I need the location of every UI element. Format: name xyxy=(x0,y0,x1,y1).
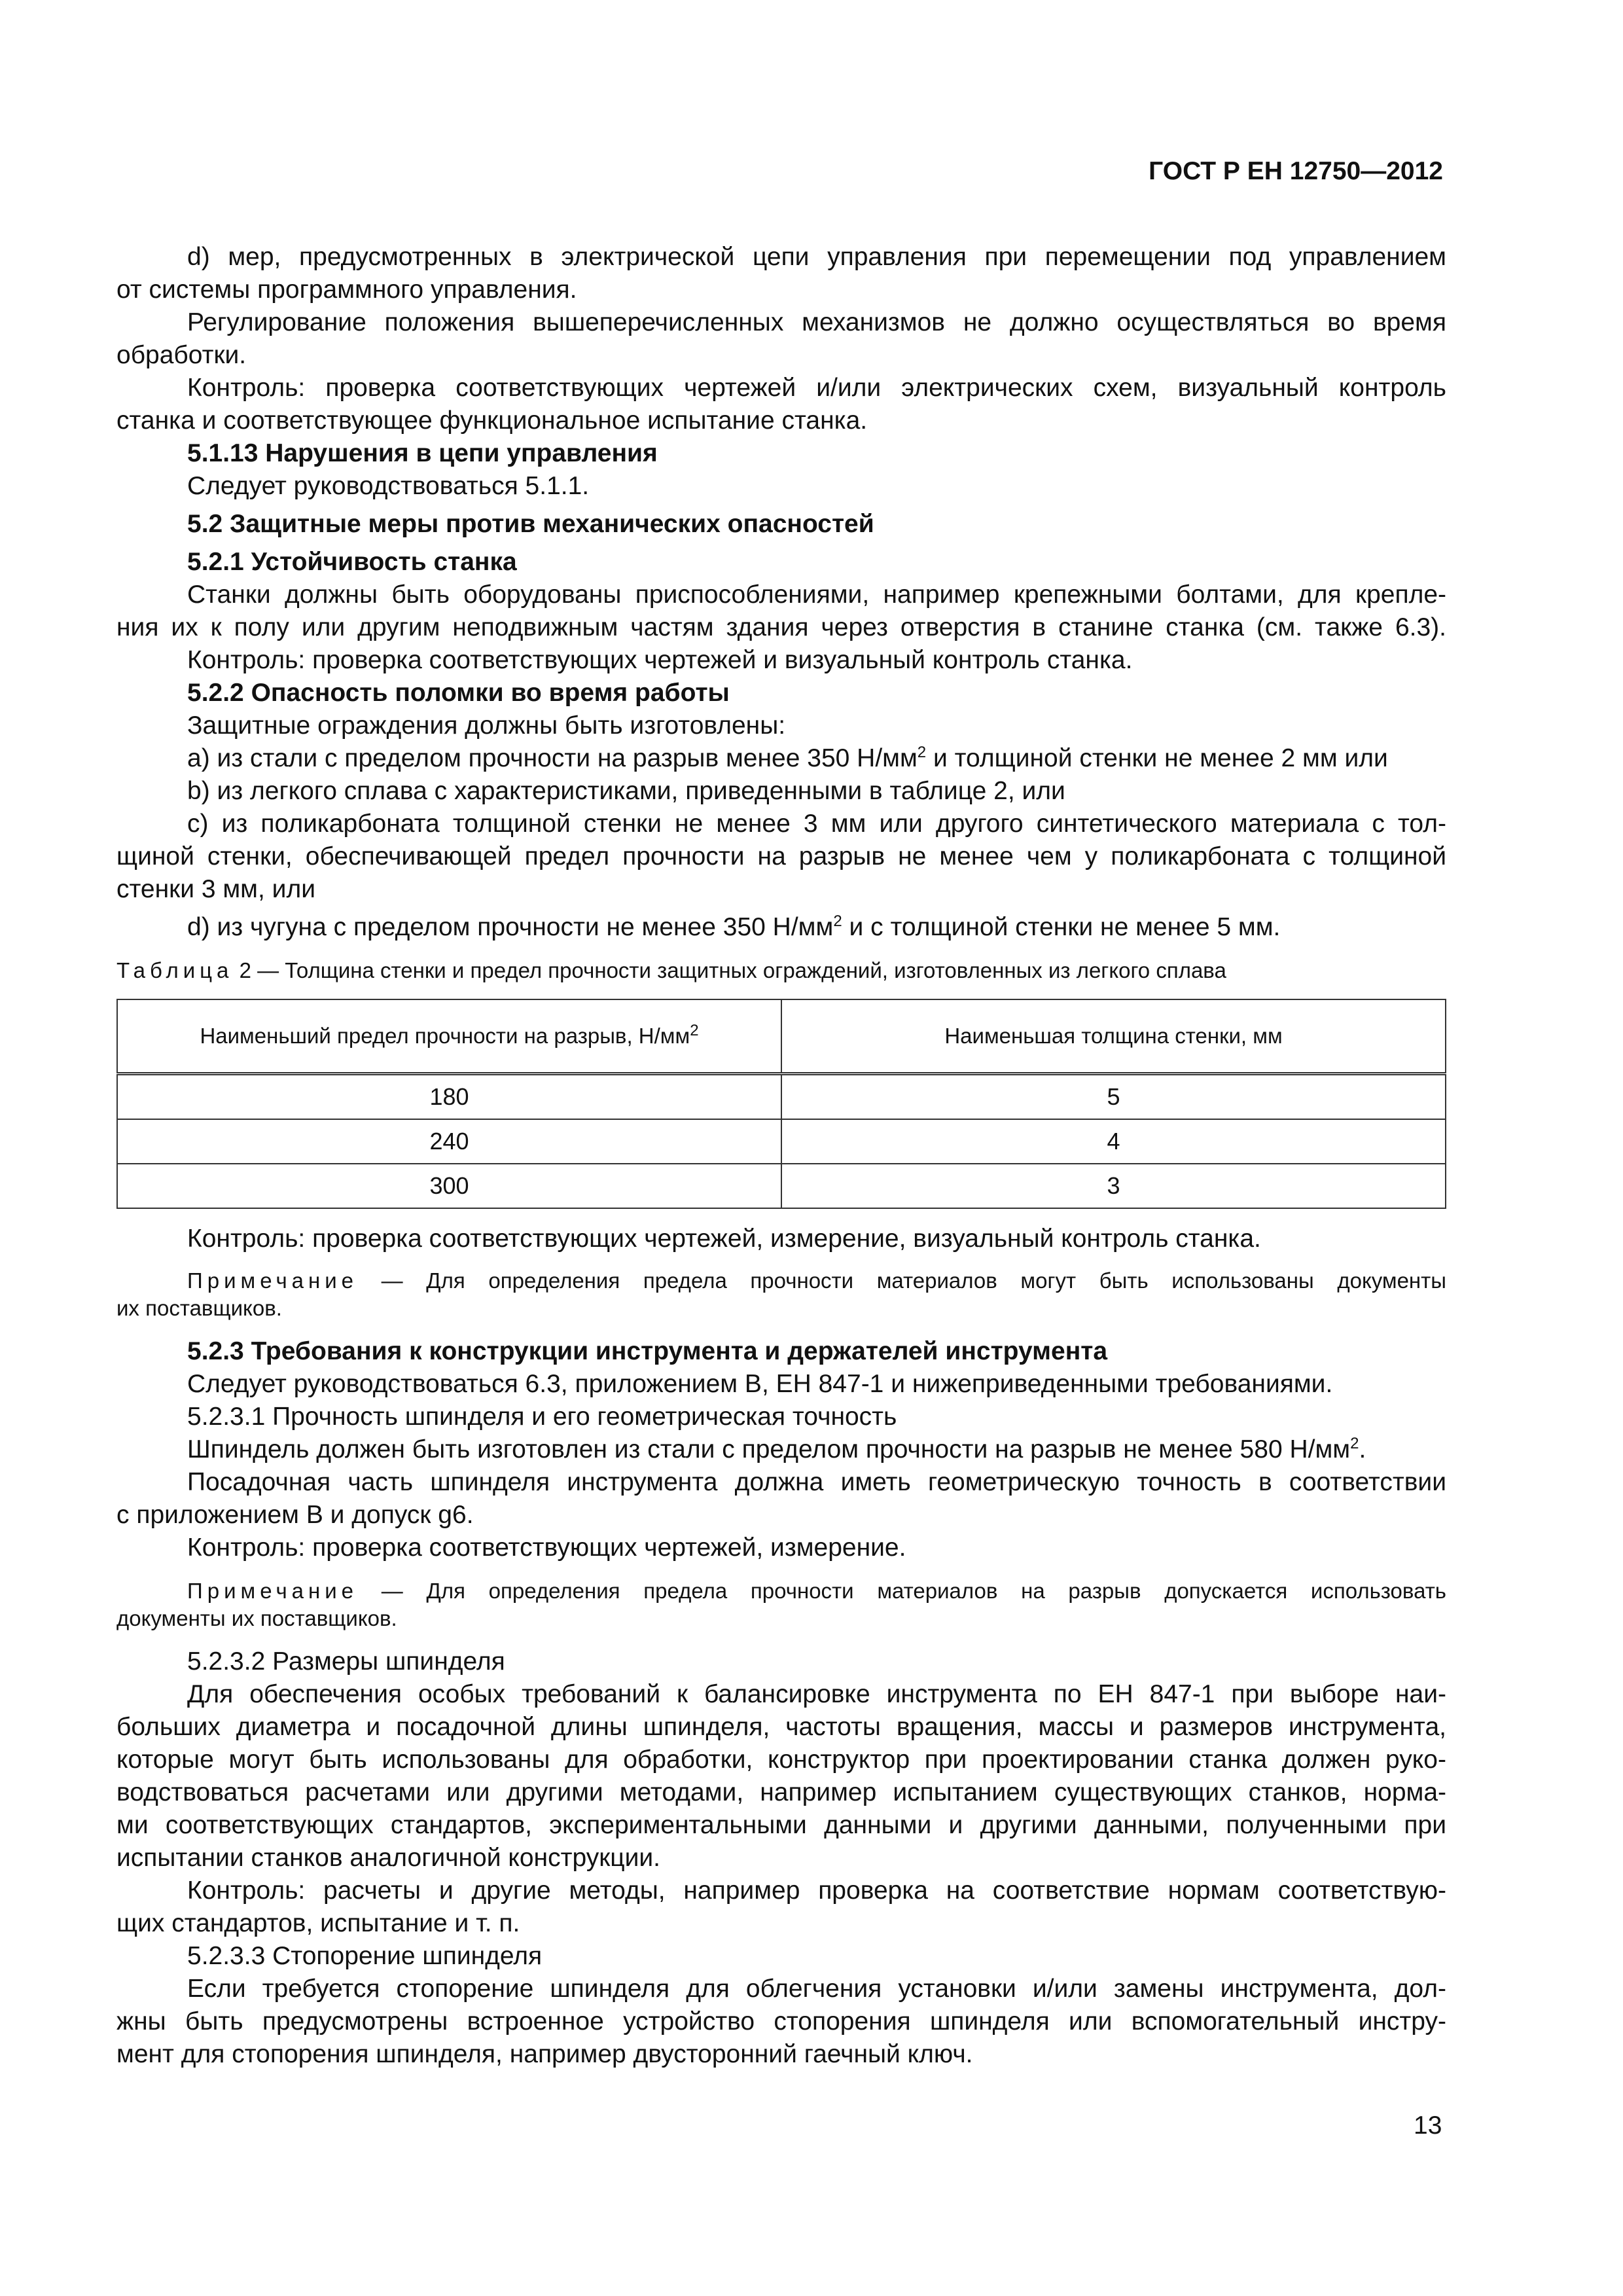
text-line: 5.2.3.2 Размеры шпинделя xyxy=(187,1647,505,1676)
text-line: мент для стопорения шпинделя, например двусторонний гаечный ключ. xyxy=(116,2040,973,2068)
text-line: d) из чугуна с пределом прочности не менее 350 $Н/мм^2$ и с толщиной стенки не менее 5 мм. xyxy=(187,912,1281,941)
text-line: Шпиндель должен быть изготовлен из стали с пределом прочности на разрыв не менее 580 $Н/мм^2$. xyxy=(187,1435,1366,1463)
text-line: щих стандартов, испытание и т. п. xyxy=(116,1909,520,1937)
table-cell: 3 xyxy=(781,1164,1446,1208)
text-line: от системы программного управления. xyxy=(116,276,577,304)
note-line: Примечание — Для определения предела прочности материалов могут быть использованы документы xyxy=(187,1268,1446,1293)
section-heading: 5.2.2 Опасность поломки во время работы xyxy=(187,679,730,707)
text-line: стенки 3 мм, или xyxy=(116,875,315,903)
text-line: a) из стали с пределом прочности на разрыв менее 350 $Н/мм^2$ и толщиной стенки не менее 2 мм или xyxy=(187,744,1388,772)
text-line: ния их к полу или другим неподвижным частям здания через отверстия в станине станка (см. также 6.3). xyxy=(116,613,1446,641)
text-line: испытании станков аналогичной конструкции. xyxy=(116,1844,661,1872)
text-line: Защитные ограждения должны быть изготовлены: xyxy=(187,711,786,740)
table-header-cell: Наименьший предел прочности на разрыв, $Н/мм^2$ xyxy=(117,999,781,1074)
text-line: Контроль: проверка соответствующих чертежей, измерение. xyxy=(187,1534,906,1562)
section-heading: 5.2.1 Устойчивость станка xyxy=(187,548,517,576)
text-line: Контроль: проверка соответствующих чертежей и визуальный контроль станка. xyxy=(187,646,1133,674)
text-line: Следует руководствоваться 5.1.1. xyxy=(187,472,590,500)
text-line: обработки. xyxy=(116,341,247,369)
text-line: Если требуется стопорение шпинделя для облегчения установки и/или замены инструмента, дол- xyxy=(187,1975,1446,2003)
note-line: документы их поставщиков. xyxy=(116,1606,397,1630)
text-line: 5.2.3.3 Стопорение шпинделя xyxy=(187,1942,543,1970)
table-cell: 300 xyxy=(117,1164,781,1208)
table-cell: 240 xyxy=(117,1119,781,1164)
text-line: 5.2.3.1 Прочность шпинделя и его геометрическая точность xyxy=(187,1403,897,1431)
text-line: Для обеспечения особых требований к балансировке инструмента по ЕН 847-1 при выборе наи- xyxy=(187,1680,1446,1708)
table-row xyxy=(117,1164,1446,1208)
text-line: ми соответствующих стандартов, экспериментальными данными и другими данными, полученными при xyxy=(116,1811,1446,1839)
text-line: жны быть предусмотрены встроенное устройство стопорения шпинделя или вспомогательный инстру- xyxy=(116,2007,1446,2036)
note-line: их поставщиков. xyxy=(116,1296,282,1320)
text-line: Регулирование положения вышеперечисленных механизмов не должно осуществляться во время xyxy=(187,308,1446,336)
text-line: Контроль: проверка соответствующих чертежей, измерение, визуальный контроль станка. xyxy=(187,1225,1261,1253)
section-heading: 5.2 Защитные меры против механических опасностей xyxy=(187,510,874,538)
table-row xyxy=(117,1119,1446,1164)
text-line: Контроль: расчеты и другие методы, например проверка на соответствие нормам соответствую- xyxy=(187,1876,1446,1905)
note-line: Примечание — Для определения предела прочности материалов на разрыв допускается использовать xyxy=(187,1579,1447,1603)
document-code-header: ГОСТ Р ЕН 12750—2012 xyxy=(1149,157,1443,185)
page-number: 13 xyxy=(1414,2111,1442,2140)
text-line: Станки должны быть оборудованы приспособлениями, например крепежными болтами, для крепле- xyxy=(187,581,1446,609)
text-line: c) из поликарбоната толщиной стенки не менее 3 мм или другого синтетического материала с тол- xyxy=(187,810,1446,838)
text-line: водствоваться расчетами или другими методами, например испытанием существующих станков, норма- xyxy=(116,1778,1446,1806)
text-line: b) из легкого сплава с характеристиками, приведенными в таблице 2, или xyxy=(187,777,1065,805)
text-line: больших диаметра и посадочной длины шпинделя, частоты вращения, массы и размеров инструмента, xyxy=(116,1713,1446,1741)
text-line: Контроль: проверка соответствующих чертежей и/или электрических схем, визуальный контроль xyxy=(187,374,1446,402)
text-line: станка и соответствующее функциональное испытание станка. xyxy=(116,406,868,435)
text-line: с приложением В и допуск g6. xyxy=(116,1501,474,1529)
section-heading: 5.1.13 Нарушения в цепи управления xyxy=(187,439,658,467)
table-cell: 5 xyxy=(781,1074,1446,1120)
data-table xyxy=(116,999,1446,1209)
text-line: которые могут быть использованы для обработки, конструктор при проектировании станка должен руко- xyxy=(116,1746,1446,1774)
text-line: Посадочная часть шпинделя инструмента должна иметь геометрическую точность в соответствии xyxy=(187,1468,1446,1496)
text-line: Следует руководствоваться 6.3, приложением В, ЕН 847-1 и нижеприведенными требованиями. xyxy=(187,1370,1333,1398)
section-heading: 5.2.3 Требования к конструкции инструмента и держателей инструмента xyxy=(187,1337,1108,1365)
table-caption: Таблица 2 — Толщина стенки и предел прочности защитных ограждений, изготовленных из легкого сплава xyxy=(116,958,1226,982)
text-line: d) мер, предусмотренных в электрической цепи управления при перемещении под управлением xyxy=(187,243,1446,271)
table-row xyxy=(117,1074,1446,1120)
text-line: щиной стенки, обеспечивающей предел прочности на разрыв не менее чем у поликарбоната с толщиной xyxy=(116,842,1446,870)
table-header-cell: Наименьшая толщина стенки, мм xyxy=(781,999,1446,1074)
table-cell: 180 xyxy=(117,1074,781,1120)
table-cell: 4 xyxy=(781,1119,1446,1164)
